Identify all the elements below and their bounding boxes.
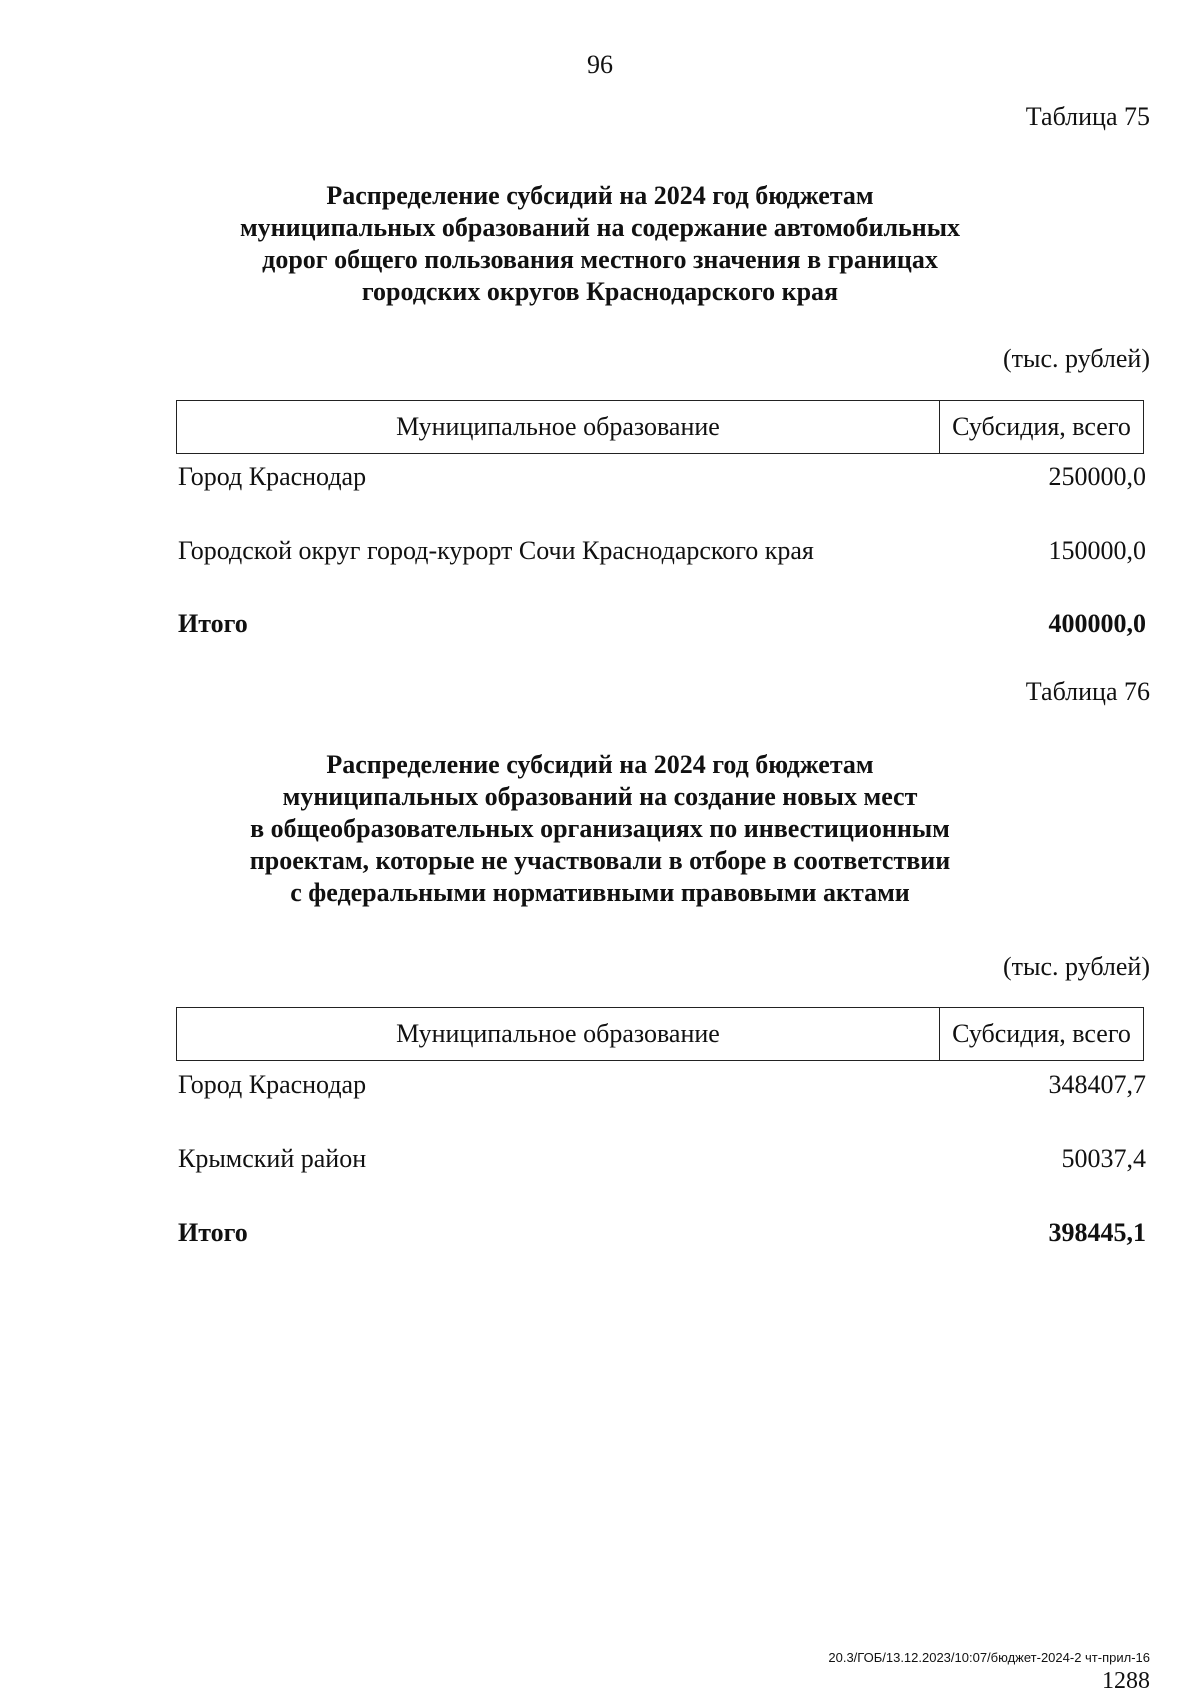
table-75-title xyxy=(0,180,1200,308)
title-line: городских округов Краснодарского края xyxy=(361,277,839,306)
title-line: муниципальных образований на содержание автомобильных xyxy=(239,213,961,242)
table-75-label: Таблица 75 xyxy=(1025,102,1150,131)
table-75-units: (тыс. рублей) xyxy=(1002,344,1150,373)
title-line: муниципальных образований на создание новых мест xyxy=(282,782,918,811)
total-value: 398445,1 xyxy=(1048,1218,1146,1247)
row-value: 50037,4 xyxy=(1061,1144,1146,1173)
column-header-municipality: Муниципальное образование xyxy=(396,1019,720,1048)
table-row xyxy=(178,1144,1146,1174)
table-76-units: (тыс. рублей) xyxy=(1002,952,1150,981)
row-value: 150000,0 xyxy=(1048,536,1146,565)
table-row xyxy=(178,462,1146,492)
table-total-row xyxy=(178,1218,1146,1248)
row-municipality: Городской округ город-курорт Сочи Краснодарского края xyxy=(178,536,814,565)
row-value: 348407,7 xyxy=(1048,1070,1146,1099)
title-line: Распределение субсидий на 2024 год бюджетам xyxy=(326,750,874,779)
row-value: 250000,0 xyxy=(1048,462,1146,491)
sheet-number: 1288 xyxy=(1102,1668,1150,1694)
table-row xyxy=(178,536,1146,566)
document-code: 20.3/ГОБ/13.12.2023/10:07/бюджет-2024-2 чт-прил-16 xyxy=(828,1650,1150,1665)
title-line: с федеральными нормативными правовыми актами xyxy=(290,878,910,907)
title-line: Распределение субсидий на 2024 год бюджетам xyxy=(326,181,874,210)
table-75-header xyxy=(176,400,1144,454)
total-label: Итого xyxy=(178,1218,248,1247)
column-header-subsidy: Субсидия, всего xyxy=(939,1008,1143,1060)
row-municipality: Крымский район xyxy=(178,1144,367,1173)
table-total-row xyxy=(178,609,1146,639)
title-line: в общеобразовательных организациях по инвестиционным xyxy=(250,814,950,843)
row-municipality: Город Краснодар xyxy=(178,462,367,491)
total-label: Итого xyxy=(178,609,248,638)
table-76-header xyxy=(176,1007,1144,1061)
column-header-subsidy: Субсидия, всего xyxy=(939,401,1143,453)
table-76-title xyxy=(0,749,1200,909)
total-value: 400000,0 xyxy=(1048,609,1146,638)
title-line: проектам, которые не участвовали в отборе в соответствии xyxy=(249,846,951,875)
title-line: дорог общего пользования местного значения в границах xyxy=(262,245,938,274)
row-municipality: Город Краснодар xyxy=(178,1070,367,1099)
page-number: 96 xyxy=(587,50,613,79)
table-76-label: Таблица 76 xyxy=(1025,677,1150,706)
column-header-municipality: Муниципальное образование xyxy=(396,412,720,441)
table-row xyxy=(178,1070,1146,1100)
